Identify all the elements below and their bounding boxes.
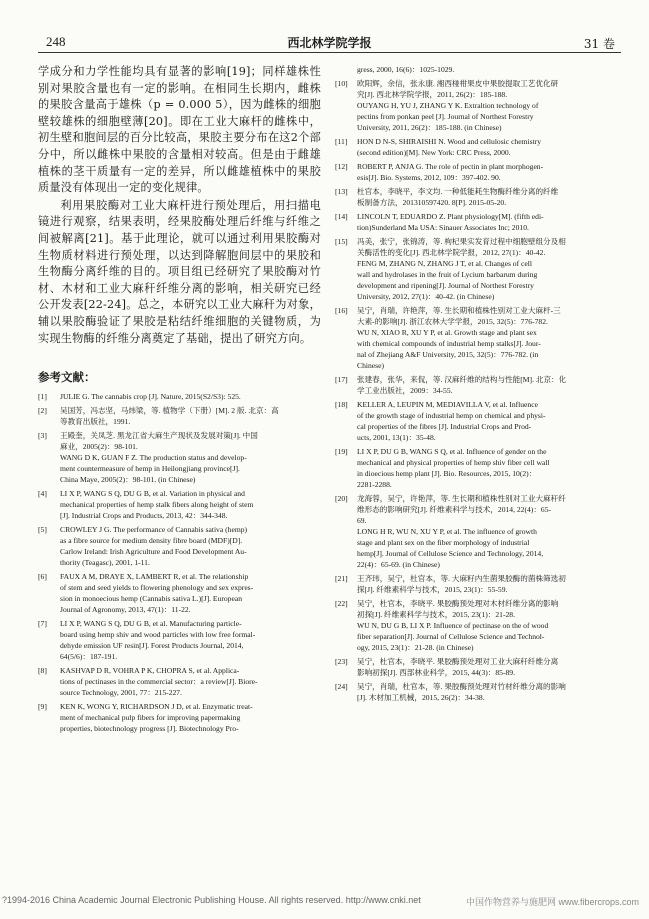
reference-line: development and ripening[J]. Journal of Northest Forestry (357, 281, 534, 290)
page-header (38, 30, 621, 53)
reference-text (357, 186, 623, 208)
reference-line: 张建春，张华，来侃，等. 汉麻纤维的结构与性能[M]. 北京：化 (357, 375, 567, 384)
reference-line: 吴国芳，冯志坚，马炜梁，等. 植物学（下册）[M]. 2 版. 北京：高 (60, 406, 279, 416)
reference-line: 影响初探[J]. 西部林业科学，2015, 44(3)：85-89. (357, 668, 515, 677)
reference-line: LINCOLN T, EDUARDO Z. Plant physiology[M]. (fifth edi- (357, 212, 544, 221)
reference-line: 欧阳辉，余信，张永康. 湘西椪柑果皮中果胶提取工艺优化研 (357, 79, 559, 88)
reference-line: nal of Zhejiang A&F University, 2015, 32(5)：776-782. (in (357, 350, 539, 359)
reference-line: Journal of Agronomy, 2013, 47(1)：11-22. (60, 605, 191, 615)
reference-line: 王齐玮，吴宁，杜官本，等. 大麻籽内生菌果胶酶的菌株筛选初 (357, 574, 566, 583)
reference-line: thority (Teagasc), 2001, 1-11. (60, 558, 150, 568)
reference-line: CROWLEY J G. The performance of Cannabis sativa (hemp) (60, 525, 248, 535)
reference-entry (335, 305, 623, 371)
reference-number: [2] (38, 406, 47, 416)
reference-line: 初探[J]. 纤维素科学与技术，2015, 23(1)：21-28. (357, 610, 515, 619)
reference-line: sion in monoecious hemp (Cannabis sativa L.)[J]. European (60, 594, 242, 604)
reference-number: [7] (38, 619, 47, 629)
reference-line: WU N, DU G B, LI X P. Influence of pectinase on the of wood (357, 621, 549, 630)
reference-text (60, 665, 321, 698)
reference-line: ROBERT P, ANJA G. The role of pectin in plant morphogen- (357, 162, 544, 171)
reference-line: cal properties of the fibres [J]. Industrial Crops and Prod- (357, 422, 532, 431)
reference-entry (335, 211, 623, 233)
journal-title: 西北林学院学报 (287, 36, 372, 50)
reference-line: OUYANG H, YU J, ZHANG Y K. Extraltion technology of (357, 101, 539, 110)
reference-entry (335, 136, 623, 158)
reference-number: [15] (335, 237, 348, 246)
reference-line: 究[J]. 西北林学院学报，2011, 26(2)：185-188. (357, 90, 508, 99)
reference-line: WANG D K, GUAN F Z. The production status and develop- (60, 453, 247, 463)
reference-text (357, 493, 623, 570)
reference-number: [8] (38, 666, 47, 676)
page-number: 248 (46, 34, 66, 49)
reference-entry (335, 573, 623, 595)
reference-line: 等教育出版社，1991. (60, 417, 131, 427)
reference-line: LONG H R, WU N, XU Y P, et al. The influence of growth (357, 527, 537, 536)
reference-line: WU N, XIAO R, XU Y P, et al. Growth stage and plant sex (357, 328, 537, 337)
reference-line: HON D N-S, SHIRAISHI N. Wood and cellulosic chemistry (357, 137, 542, 146)
reference-line: tion)Sunderland Ma USA: Sinauer Associates Inc; 2010. (357, 223, 529, 232)
reference-line: 龙海蓉，吴宁，许艳萍，等. 生长期和植株性别对工业大麻秆纤 (357, 494, 566, 503)
reference-entry (335, 64, 623, 75)
reference-number: [11] (335, 137, 348, 146)
reference-number: [24] (335, 682, 348, 691)
reference-entry (335, 78, 623, 133)
reference-entry (335, 598, 623, 653)
reference-text (357, 399, 623, 443)
reference-line: LI X P, DU G B, WANG S Q, et al. Influence of gender on the (357, 447, 547, 456)
reference-line: 王殿奎，关凤芝. 黑龙江省大麻生产现状及发展对策[J]. 中国 (60, 431, 258, 441)
body-paragraph-1: 学成分和力学性能均具有显著的影响[19]；同样雄株性别对果胶含量也有一定的影响。在相同生长期内，雌株的果胶含量高于雄株（p = 0.000 5），因为雌株的细胞壁较雄株的细胞壁薄[20]。即在工业大麻杆的雌株中，初生壁和胞间层的百分比较高，果胶主要分布在这2个部分中，所以雌株中果胶的含量相对较高。但是由于雌雄植株的茎干质量有一定的差异，所以雌雄植株中的果胶质量没有体现出一定的变化规律。 (38, 65, 321, 195)
reference-line: Chinese) (357, 361, 384, 370)
left-column (38, 64, 321, 737)
reference-entry (38, 391, 321, 402)
reference-number: [18] (335, 400, 348, 409)
reference-number: [13] (335, 187, 348, 196)
reference-line: ogy, 2015, 23(1)：21-28. (in Chinese) (357, 643, 474, 652)
watermark-text: 中国作物营养与施肥网 www.fibercrops.com (465, 897, 639, 907)
reference-line: in dioecious hemp plant [J]. Bio. Resources, 2015, 10(2)： (357, 469, 537, 478)
reference-entry (38, 430, 321, 485)
reference-line: with chemical compounds of industrial hemp stalks[J]. Jour- (357, 339, 541, 348)
reference-number: [16] (335, 306, 348, 315)
reference-line: 69. (357, 516, 367, 525)
reference-number: [9] (38, 702, 47, 712)
reference-text (357, 374, 623, 396)
reference-line: LI X P, WANG S Q, DU G B, et al. Manufacturing particle- (60, 619, 242, 629)
reference-number: [4] (38, 489, 47, 499)
reference-line: FENG M, ZHANG N, ZHANG J T, et al. Changes of cell (357, 259, 532, 268)
reference-number: [3] (38, 431, 47, 441)
reference-text (357, 236, 623, 302)
reference-number: [10] (335, 79, 348, 88)
reference-list-right (335, 64, 623, 703)
reference-line: University, 2012, 27(1)：40-42. (in Chinese) (357, 292, 495, 301)
reference-number: [22] (335, 599, 348, 608)
reference-text (357, 161, 623, 183)
reference-number: [6] (38, 572, 47, 582)
reference-line: 学工业出版社，2009：34-55. (357, 386, 453, 395)
reference-text (357, 573, 623, 595)
page-footer (0, 893, 649, 911)
reference-line: 麻业，2005(2)：98-101. (60, 442, 138, 452)
reference-line: 维形态的影响研究[J]. 纤维素科学与技术，2014, 22(4)：65- (357, 505, 552, 514)
reference-entry (38, 665, 321, 698)
reference-entry (335, 236, 623, 302)
reference-entry (38, 488, 321, 521)
reference-entry (38, 524, 321, 568)
reference-entry (335, 186, 623, 208)
reference-line: 探[J]. 纤维素科学与技术，2015, 23(1)：55-59. (357, 585, 508, 594)
reference-text (60, 391, 321, 402)
references-heading: 参考文献： (38, 370, 96, 385)
reference-line: 吴宁，杜官本，李晓平. 果胶酶预处理对工业大麻秆纤维分离 (357, 657, 559, 666)
reference-line: source Technology, 2001, 77：215-227. (60, 688, 183, 698)
reference-line: 大素-的影响[J]. 浙江农林大学学报，2015, 32(5)：776-782. (357, 317, 548, 326)
reference-line: of stem and seed yields to flowering phenology and sex expres- (60, 583, 254, 593)
reference-text (60, 571, 321, 615)
reference-line: 22(4)：65-69. (in Chinese) (357, 560, 440, 569)
reference-line: [J]. Industrial Crops and Products, 2013, 42：344-348. (60, 511, 228, 521)
right-column (335, 64, 623, 706)
reference-line: hemp[J]. Journal of Cellulose Science and Technology, 2014, (357, 549, 544, 558)
reference-line: 吴宁，肖瑞，杜官本，等. 果胶酶预处理对竹材纤维分离的影响 (357, 682, 566, 691)
reference-line: Carlow Ireland: Irish Agriculture and Food Development Au- (60, 547, 247, 557)
reference-line: KELLER A, LEUPIN M, MEDIAVILLA V, et al. Influence (357, 400, 538, 409)
reference-number: [5] (38, 525, 47, 535)
reference-line: ment countermeasure of hemp in Heilongjiang province[J]. (60, 464, 240, 474)
reference-entry (38, 701, 321, 734)
reference-line: mechanical properties of hemp stalk fibers along height of stem (60, 500, 254, 510)
reference-line: JULIE G. The cannabis crop [J]. Nature, 2015(S2/S3): 525. (60, 392, 241, 402)
reference-number (335, 64, 357, 75)
reference-text (60, 524, 321, 568)
reference-text (357, 211, 623, 233)
reference-line: ment of mechanical pulp fibers for improving papermaking (60, 713, 241, 723)
reference-line: gress, 2000, 16(6)：1025-1029. (357, 65, 455, 74)
reference-line: stage and plant sex on the fiber morphology of industrial (357, 538, 530, 547)
reference-number: [21] (335, 574, 348, 583)
reference-line: tions of pectinases in the commercial sector：a review[J]. Biore- (60, 677, 258, 687)
reference-text (357, 136, 623, 158)
reference-entry (38, 618, 321, 662)
reference-text (357, 598, 623, 653)
reference-number: [1] (38, 392, 47, 402)
reference-entry (335, 374, 623, 396)
reference-text (357, 446, 623, 490)
reference-line: as a fibre source for medium density fibre board (MDF)[D]. (60, 536, 243, 546)
reference-line: pectins from ponkan peel [J]. Journal of Northest Forestry (357, 112, 534, 121)
reference-text (357, 305, 623, 371)
reference-text (357, 78, 623, 133)
reference-line: [J]. 木材加工机械，2015, 26(2)：34-38. (357, 693, 485, 702)
reference-entry (335, 681, 623, 703)
reference-entry (335, 399, 623, 443)
reference-text (357, 656, 623, 678)
reference-line: 冯美，张宁，张锦涛，等. 枸杞果实发育过程中细胞壁组分及相 (357, 237, 566, 246)
reference-number: [12] (335, 162, 348, 171)
reference-line: 关酶活性的变化[J]. 西北林学院学报，2012, 27(1)：40-42. (357, 248, 546, 257)
reference-line: KEN K, WONG Y, RICHARDSON J D, et al. Enzymatic treat- (60, 702, 253, 712)
reference-list-left (38, 391, 321, 734)
reference-text (60, 618, 321, 662)
reference-line: dehyde emission UF resin[J]. Forest Products Journal, 2014, (60, 641, 244, 651)
reference-text (357, 64, 623, 75)
reference-line: 板制备方法，201310597420. 8[P]. 2015-05-20. (357, 198, 507, 207)
copyright-notice: ?1994-2016 China Academic Journal Electronic Publishing House. All rights reserved. http://www.cnki.net (2, 895, 421, 905)
body-paragraph-2: 利用果胶酶对工业大麻杆进行预处理后，用扫描电镜进行观察，结果表明，经果胶酶处理后纤维与纤维之间被解离[21]。基于此理论，就可以通过利用果胶酶对生物质材料进行预处理，以达到降解胞间层中的果胶和生物酶分离纤维的目的。项目组已经研究了果胶酶对竹材、木材和工业大麻秆纤维分离的影响，相关研究已经公开发表[22-24]。总之，本研究以工业大麻秆为对象，辅以果胶酶验证了果胶是粘结纤维细胞的关键物质，为实现生物酶的纤维分离奠定了基础，提出了研究方向。 (38, 198, 321, 345)
reference-line: University, 2011, 26(2)：185-188. (in Chinese) (357, 123, 502, 132)
reference-line: FAUX A M, DRAYE X, LAMBERT R, et al. The relationship (60, 572, 249, 582)
reference-entry (335, 161, 623, 183)
reference-line: mechanical and physical properties of hemp shiv fiber cell wall (357, 458, 550, 467)
reference-line: of the growth stage of industrial hemp on chemical and physi- (357, 411, 546, 420)
reference-line: KASHVAP D R, VOHRA P K, CHOPRA S, et al. Applica- (60, 666, 240, 676)
reference-line: 杜官本，李晓平，李文均. 一种低能耗生物酶纤维分离的纤维 (357, 187, 559, 196)
reference-text (357, 681, 623, 703)
reference-line: LI X P, WANG S Q, DU G B, et al. Variation in physical and (60, 489, 245, 499)
reference-text (60, 701, 321, 734)
reference-line: 吴宁，肖瑞，许艳萍，等. 生长期和植株性别对工业大麻杆-三 (357, 306, 561, 315)
reference-entry (335, 493, 623, 570)
reference-line: 64(5/6)：187-191. (60, 652, 118, 662)
reference-number: [17] (335, 375, 348, 384)
reference-number: [23] (335, 657, 348, 666)
reference-line: esis[J]. Bio. Systems, 2012, 109：397-402. 90. (357, 173, 501, 182)
volume-label: 31 卷 (583, 37, 615, 51)
reference-number: [19] (335, 447, 348, 456)
reference-entry (335, 446, 623, 490)
reference-line: (second edition)[M]. New York: CRC Press, 2000. (357, 148, 511, 157)
reference-line: fiber separation[J]. Journal of Cellulose Science and Technol- (357, 632, 545, 641)
reference-line: board using hemp shiv and wood particles with low free formal- (60, 630, 256, 640)
reference-line: 2281-2288. (357, 480, 392, 489)
reference-entry (38, 571, 321, 615)
reference-line: wall and hydrolases in the fruit of Lycium barbarum during (357, 270, 538, 279)
reference-number: [14] (335, 212, 348, 221)
reference-entry (335, 656, 623, 678)
reference-text (60, 430, 321, 485)
reference-text (60, 405, 321, 427)
reference-line: ucts, 2001, 13(1)：35-48. (357, 433, 436, 442)
reference-line: properties, biotechnology progress [J]. Biotechnology Pro- (60, 724, 239, 734)
reference-line: 吴宁，杜官本，李晓平. 果胶酶预处理对木材纤维分离的影响 (357, 599, 559, 608)
reference-number: [20] (335, 494, 348, 503)
reference-text (60, 488, 321, 521)
reference-line: China Maye, 2005(2)：98-101. (in Chinese) (60, 475, 196, 485)
reference-entry (38, 405, 321, 427)
